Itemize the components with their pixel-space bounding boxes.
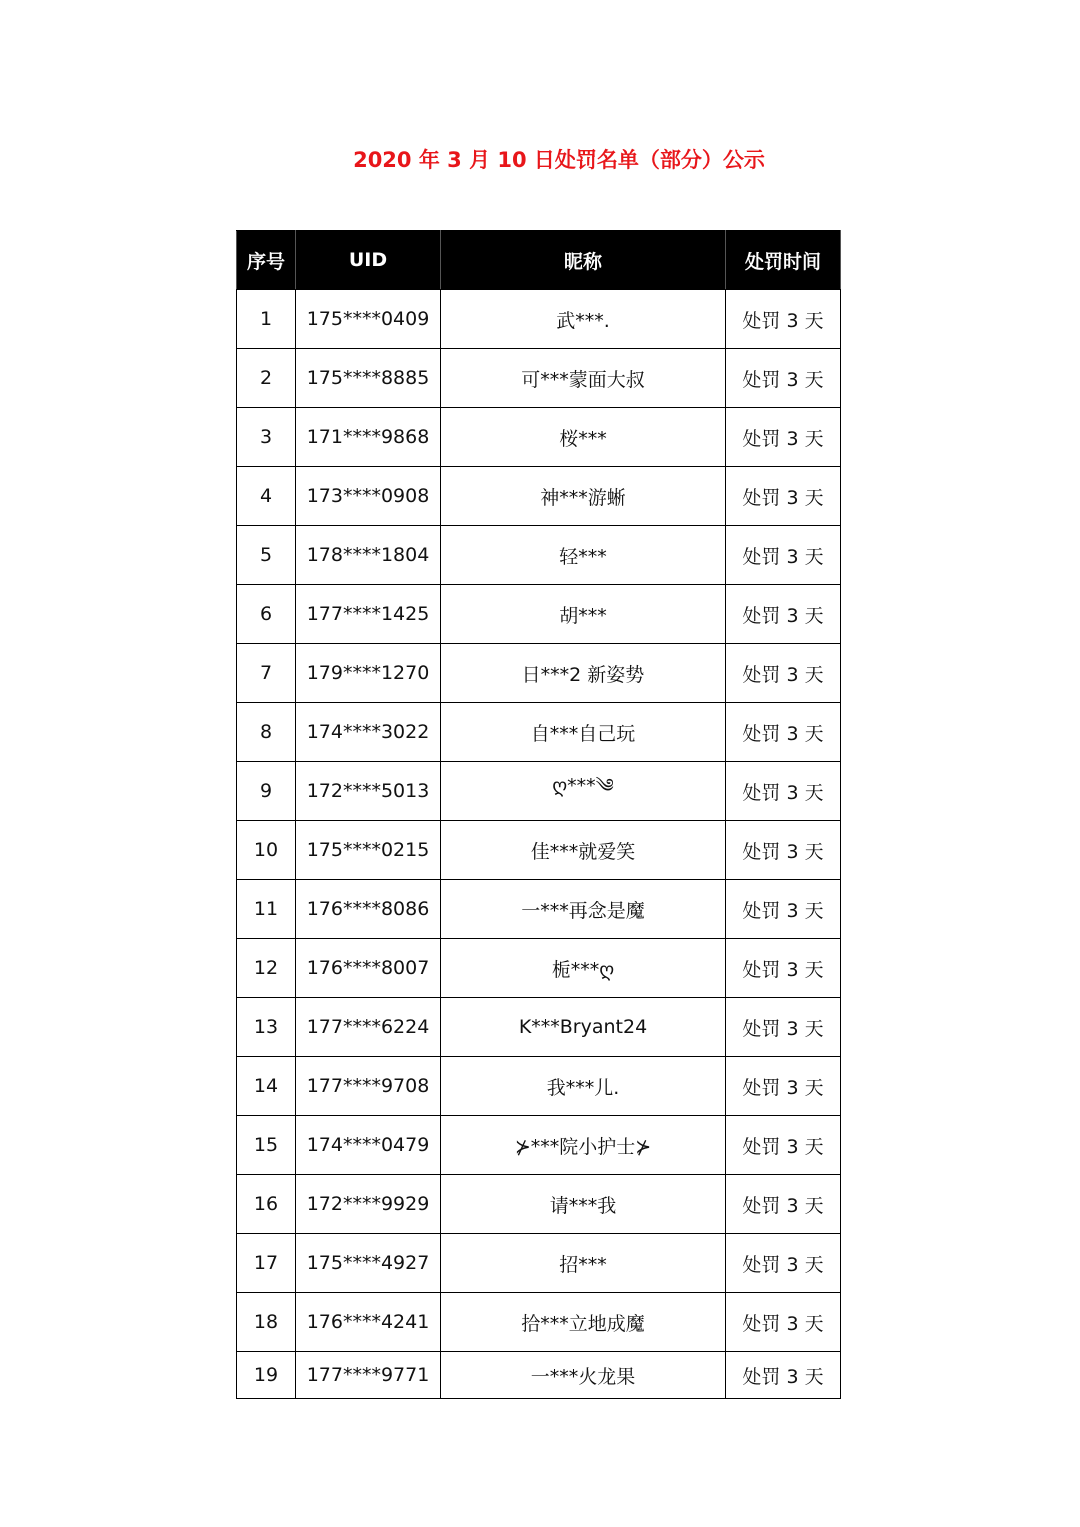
table-row — [237, 998, 841, 1057]
cell-nickname: 招*** — [441, 1234, 726, 1293]
cell-nickname: 可***蒙面大叔 — [441, 349, 726, 408]
cell-uid: 177****9771 — [296, 1352, 441, 1399]
cell-uid: 176****4241 — [296, 1293, 441, 1352]
table-row — [237, 408, 841, 467]
cell-no: 16 — [237, 1175, 296, 1234]
table-row — [237, 821, 841, 880]
table-row — [237, 1293, 841, 1352]
cell-penalty-time: 处罚 3 天 — [726, 1116, 841, 1175]
cell-penalty-time: 处罚 3 天 — [726, 762, 841, 821]
cell-nickname: 栀***ღ — [441, 939, 726, 998]
cell-nickname: 神***游蜥 — [441, 467, 726, 526]
table-row — [237, 762, 841, 821]
cell-no: 10 — [237, 821, 296, 880]
cell-no: 2 — [237, 349, 296, 408]
cell-uid: 176****8086 — [296, 880, 441, 939]
cell-penalty-time: 处罚 3 天 — [726, 703, 841, 762]
cell-uid: 171****9868 — [296, 408, 441, 467]
cell-nickname: 一***火龙果 — [441, 1352, 726, 1399]
cell-no: 14 — [237, 1057, 296, 1116]
cell-penalty-time: 处罚 3 天 — [726, 998, 841, 1057]
cell-penalty-time: 处罚 3 天 — [726, 408, 841, 467]
table-header-row — [237, 231, 841, 290]
cell-nickname: 轻*** — [441, 526, 726, 585]
table-row — [237, 1057, 841, 1116]
table-row — [237, 585, 841, 644]
cell-penalty-time: 处罚 3 天 — [726, 880, 841, 939]
cell-nickname: 日***2 新姿势 — [441, 644, 726, 703]
cell-penalty-time: 处罚 3 天 — [726, 1234, 841, 1293]
cell-uid: 172****9929 — [296, 1175, 441, 1234]
cell-nickname: 佳***就爱笑 — [441, 821, 726, 880]
cell-nickname: 武***. — [441, 290, 726, 349]
table-row — [237, 1234, 841, 1293]
cell-uid: 174****0479 — [296, 1116, 441, 1175]
cell-nickname: 我***儿. — [441, 1057, 726, 1116]
table-row — [237, 1116, 841, 1175]
cell-no: 13 — [237, 998, 296, 1057]
table-row — [237, 644, 841, 703]
table-row — [237, 526, 841, 585]
cell-penalty-time: 处罚 3 天 — [726, 349, 841, 408]
cell-no: 18 — [237, 1293, 296, 1352]
cell-penalty-time: 处罚 3 天 — [726, 1352, 841, 1399]
cell-no: 12 — [237, 939, 296, 998]
cell-uid: 174****3022 — [296, 703, 441, 762]
cell-nickname: ⊁***院小护士⊁ — [441, 1116, 726, 1175]
table-row — [237, 703, 841, 762]
cell-no: 7 — [237, 644, 296, 703]
cell-no: 1 — [237, 290, 296, 349]
cell-no: 5 — [237, 526, 296, 585]
cell-penalty-time: 处罚 3 天 — [726, 467, 841, 526]
cell-penalty-time: 处罚 3 天 — [726, 1057, 841, 1116]
cell-no: 17 — [237, 1234, 296, 1293]
cell-penalty-time: 处罚 3 天 — [726, 526, 841, 585]
table-row — [237, 467, 841, 526]
cell-nickname: 一***再念是魔 — [441, 880, 726, 939]
cell-penalty-time: 处罚 3 天 — [726, 1293, 841, 1352]
table-row — [237, 349, 841, 408]
cell-nickname: 请***我 — [441, 1175, 726, 1234]
cell-no: 9 — [237, 762, 296, 821]
cell-uid: 177****9708 — [296, 1057, 441, 1116]
page-title: 2020 年 3 月 10 日处罚名单（部分）公示 — [353, 148, 765, 172]
cell-uid: 176****8007 — [296, 939, 441, 998]
cell-nickname: 桜*** — [441, 408, 726, 467]
table-row — [237, 1352, 841, 1399]
table-row — [237, 1175, 841, 1234]
cell-uid: 177****1425 — [296, 585, 441, 644]
cell-penalty-time: 处罚 3 天 — [726, 585, 841, 644]
cell-penalty-time: 处罚 3 天 — [726, 821, 841, 880]
table-row — [237, 880, 841, 939]
cell-penalty-time: 处罚 3 天 — [726, 1175, 841, 1234]
cell-uid: 173****0908 — [296, 467, 441, 526]
cell-uid: 177****6224 — [296, 998, 441, 1057]
cell-no: 8 — [237, 703, 296, 762]
cell-uid: 179****1270 — [296, 644, 441, 703]
cell-no: 3 — [237, 408, 296, 467]
cell-nickname: K***Bryant24 — [441, 998, 726, 1057]
cell-uid: 172****5013 — [296, 762, 441, 821]
cell-no: 19 — [237, 1352, 296, 1399]
cell-uid: 175****4927 — [296, 1234, 441, 1293]
cell-nickname: 自***自己玩 — [441, 703, 726, 762]
cell-nickname: 拾***立地成魔 — [441, 1293, 726, 1352]
penalty-table — [236, 230, 841, 1399]
cell-penalty-time: 处罚 3 天 — [726, 290, 841, 349]
cell-penalty-time: 处罚 3 天 — [726, 939, 841, 998]
header-nickname: 昵称 — [441, 231, 726, 290]
cell-no: 4 — [237, 467, 296, 526]
cell-nickname: ღ***༄ — [441, 762, 726, 821]
table-row — [237, 290, 841, 349]
cell-no: 15 — [237, 1116, 296, 1175]
header-no: 序号 — [237, 231, 296, 290]
cell-uid: 178****1804 — [296, 526, 441, 585]
cell-uid: 175****8885 — [296, 349, 441, 408]
header-uid: UID — [296, 231, 441, 290]
header-penalty-time: 处罚时间 — [726, 231, 841, 290]
cell-no: 6 — [237, 585, 296, 644]
cell-no: 11 — [237, 880, 296, 939]
cell-penalty-time: 处罚 3 天 — [726, 644, 841, 703]
cell-nickname: 胡*** — [441, 585, 726, 644]
cell-uid: 175****0409 — [296, 290, 441, 349]
table-body — [237, 290, 841, 1399]
cell-uid: 175****0215 — [296, 821, 441, 880]
table-row — [237, 939, 841, 998]
